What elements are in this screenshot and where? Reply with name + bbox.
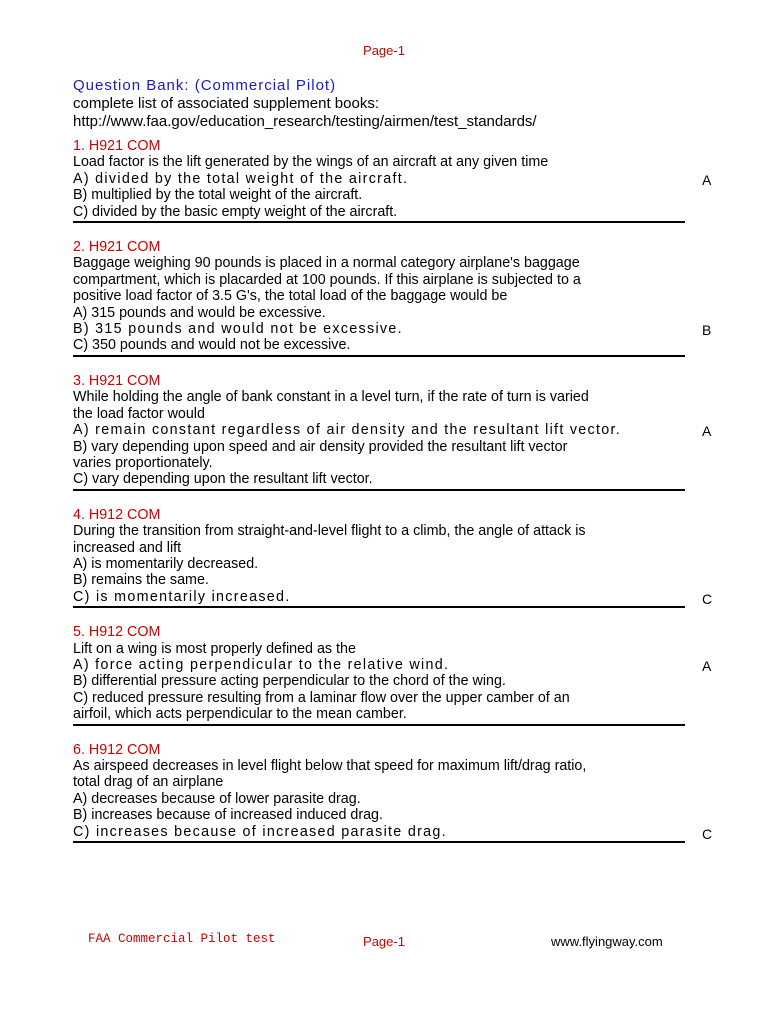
question-stem: the load factor would — [73, 405, 205, 422]
option-c: C) vary depending upon the resultant lift vector. — [73, 471, 373, 488]
footer-website[interactable]: www.flyingway.com — [551, 934, 663, 949]
question-item — [73, 624, 712, 725]
option-c: C) increases because of increased parasite drag. — [73, 823, 447, 840]
option-a: A) 315 pounds and would be excessive. — [73, 304, 326, 321]
option-b: B) 315 pounds and would not be excessive. — [73, 321, 403, 338]
option-b-continued: varies proportionately. — [73, 454, 213, 471]
question-stem: total drag of an airplane — [73, 774, 224, 791]
question-stem: Lift on a wing is most properly defined as the — [73, 640, 356, 657]
option-b: B) vary depending upon speed and air density provided the resultant lift vector — [73, 438, 568, 455]
question-stem: compartment, which is placarded at 100 pounds. If this airplane is subjected to a — [73, 271, 581, 288]
option-b: B) remains the same. — [73, 572, 209, 589]
question-item — [73, 741, 713, 843]
question-item — [73, 239, 712, 357]
answer-key: C — [702, 825, 713, 842]
question-id: 4. H912 COM — [73, 506, 161, 523]
question-id: 2. H921 COM — [73, 239, 161, 256]
supplement-books-line: complete list of associated supplement books: — [73, 95, 379, 112]
question-id: 5. H912 COM — [73, 624, 161, 641]
question-item — [73, 372, 712, 491]
option-b: B) multiplied by the total weight of the aircraft. — [73, 187, 363, 204]
option-a: A) is momentarily decreased. — [73, 555, 259, 572]
question-item — [73, 138, 712, 223]
option-a: A) divided by the total weight of the aircraft. — [73, 170, 409, 187]
option-c: C) reduced pressure resulting from a laminar flow over the upper camber of an — [73, 689, 570, 706]
option-c: C) 350 pounds and would not be excessive. — [73, 337, 351, 354]
option-c-continued: airfoil, which acts perpendicular to the mean camber. — [73, 706, 407, 723]
question-stem: increased and lift — [73, 539, 182, 556]
question-id: 3. H921 COM — [73, 372, 161, 389]
answer-key: C — [702, 590, 713, 607]
option-a: A) force acting perpendicular to the relative wind. — [73, 656, 450, 673]
option-a: A) decreases because of lower parasite drag. — [73, 790, 361, 807]
question-stem: During the transition from straight-and-level flight to a climb, the angle of attack is — [73, 523, 586, 540]
option-b: B) increases because of increased induced drag. — [73, 807, 383, 824]
option-a: A) remain constant regardless of air density and the resultant lift vector. — [73, 422, 622, 439]
answer-key: A — [702, 172, 712, 188]
answer-key: B — [702, 322, 712, 339]
question-list — [73, 138, 713, 859]
option-b: B) differential pressure acting perpendicular to the chord of the wing. — [73, 673, 506, 690]
question-stem: As airspeed decreases in level flight below that speed for maximum lift/drag ratio, — [73, 758, 587, 774]
answer-key: A — [702, 658, 712, 675]
supplement-url[interactable]: http://www.faa.gov/education_research/testing/airmen/test_standards/ — [73, 113, 537, 130]
question-stem: Load factor is the lift generated by the wings of an aircraft at any given time — [73, 154, 549, 171]
page-number-top: Page-1 — [363, 43, 405, 58]
question-stem: positive load factor of 3.5 G's, the total load of the baggage would be — [73, 288, 508, 305]
document-header — [73, 77, 537, 131]
question-item — [73, 506, 713, 608]
question-id: 1. H921 COM — [73, 138, 161, 154]
question-id: 6. H912 COM — [73, 741, 161, 758]
question-stem: While holding the angle of bank constant in a level turn, if the rate of turn is varied — [73, 389, 589, 406]
question-stem: Baggage weighing 90 pounds is placed in a normal category airplane's baggage — [73, 255, 580, 272]
option-c: C) divided by the basic empty weight of the aircraft. — [73, 203, 398, 220]
page-number-bottom: Page-1 — [363, 934, 405, 949]
footer-title: FAA Commercial Pilot test — [88, 932, 276, 946]
document-title: Question Bank: (Commercial Pilot) — [73, 77, 337, 94]
option-c: C) is momentarily increased. — [73, 588, 291, 605]
answer-key: A — [702, 422, 712, 439]
